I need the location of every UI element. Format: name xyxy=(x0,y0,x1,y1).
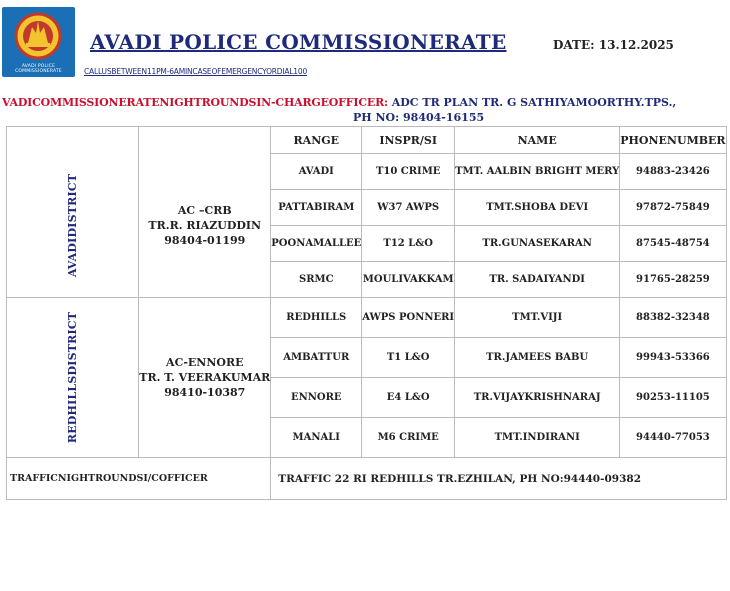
district-label-cell xyxy=(7,154,139,298)
inspr-cell: T12 L&O xyxy=(362,226,455,262)
name-cell: TR.VIJAYKRISHNARAJ xyxy=(455,378,620,418)
phone-cell: 94883-23426 xyxy=(620,154,726,190)
inspr-cell: MOULIVAKKAM xyxy=(362,262,455,298)
phone-cell: 90253-11105 xyxy=(620,378,726,418)
phone-cell: 97872-75849 xyxy=(620,190,726,226)
incharge-value: ADC TR PLAN TR. G SATHIYAMOORTHY.TPS., xyxy=(387,96,677,109)
range-cell: REDHILLS xyxy=(271,298,362,338)
page-title: AVADI POLICE COMMISSIONERATE xyxy=(90,30,507,54)
district-officer-cell xyxy=(139,298,271,458)
phone-cell: 87545-48754 xyxy=(620,226,726,262)
table-row xyxy=(7,298,727,338)
inspr-cell: T10 CRIME xyxy=(362,154,455,190)
officer-phone: 98410-10387 xyxy=(164,386,246,399)
night-rounds-table xyxy=(6,126,727,500)
name-cell: TR. SADAIYANDI xyxy=(455,262,620,298)
inspr-cell: T1 L&O xyxy=(362,338,455,378)
table-row xyxy=(7,154,727,190)
inspr-cell: AWPS PONNERI xyxy=(362,298,455,338)
emergency-notice: CALLUSBETWEEN11PM-6AMINCASEOFEMERGENCYORDIAL100 xyxy=(84,67,308,76)
header-blank-district xyxy=(7,127,139,154)
incharge-label: VADICOMMISSIONERATENIGHTROUNDSIN-CHARGEOFFICER: xyxy=(2,96,388,109)
inspr-cell: M6 CRIME xyxy=(362,418,455,458)
traffic-officer-value: TRAFFIC 22 RI REDHILLS TR.EZHILAN, PH NO:94440-09382 xyxy=(271,458,726,500)
officer-name: TR. T. VEERAKUMAR xyxy=(139,371,271,384)
range-cell: ENNORE xyxy=(271,378,362,418)
column-header-inspr: INSPR/SI xyxy=(362,127,455,154)
officer-phone: 98404-01199 xyxy=(164,233,246,247)
phone-cell: 91765-28259 xyxy=(620,262,726,298)
range-cell: AMBATTUR xyxy=(271,338,362,378)
range-cell: PATTABIRAM xyxy=(271,190,362,226)
incharge-phone: PH NO: 98404-16155 xyxy=(353,111,485,124)
name-cell: TMT. AALBIN BRIGHT MERY xyxy=(455,154,620,190)
officer-post: AC –CRB xyxy=(177,203,232,217)
phone-cell: 88382-32348 xyxy=(620,298,726,338)
officer-post: AC-ENNORE xyxy=(166,356,244,369)
column-header-range: RANGE xyxy=(271,127,362,154)
district-label-cell xyxy=(7,298,139,458)
range-cell: SRMC xyxy=(271,262,362,298)
phone-cell: 99943-53366 xyxy=(620,338,726,378)
range-cell: MANALI xyxy=(271,418,362,458)
name-cell: TR.JAMEES BABU xyxy=(455,338,620,378)
phone-cell: 94440-77053 xyxy=(620,418,726,458)
name-cell: TR.GUNASEKARAN xyxy=(455,226,620,262)
column-header-phone: PHONENUMBER xyxy=(620,127,726,154)
inspr-cell: E4 L&O xyxy=(362,378,455,418)
name-cell: TMT.SHOBA DEVI xyxy=(455,190,620,226)
logo-caption: AVADI POLICE COMMISSIONERATE xyxy=(15,64,62,74)
police-emblem-logo xyxy=(2,7,75,77)
range-cell: AVADI xyxy=(271,154,362,190)
district-officer-cell xyxy=(139,154,271,298)
column-header-name: NAME xyxy=(455,127,620,154)
incharge-officer-line xyxy=(2,96,676,109)
traffic-officer-label: TRAFFICNIGHTROUNDSI/COFFICER xyxy=(7,458,271,500)
range-cell: POONAMALLEE xyxy=(271,226,362,262)
name-cell: TMT.INDIRANI xyxy=(455,418,620,458)
name-cell: TMT.VIJI xyxy=(455,298,620,338)
header-blank-officer xyxy=(139,127,271,154)
inspr-cell: W37 AWPS xyxy=(362,190,455,226)
traffic-row xyxy=(7,458,727,500)
report-date: DATE: 13.12.2025 xyxy=(553,38,674,52)
table-header-row xyxy=(7,127,727,154)
officer-name: TR.R. RIAZUDDIN xyxy=(148,218,262,232)
district-label: REDHILLSDISTRICT xyxy=(66,311,80,444)
district-label: AVADIDISTRICT xyxy=(66,173,80,277)
